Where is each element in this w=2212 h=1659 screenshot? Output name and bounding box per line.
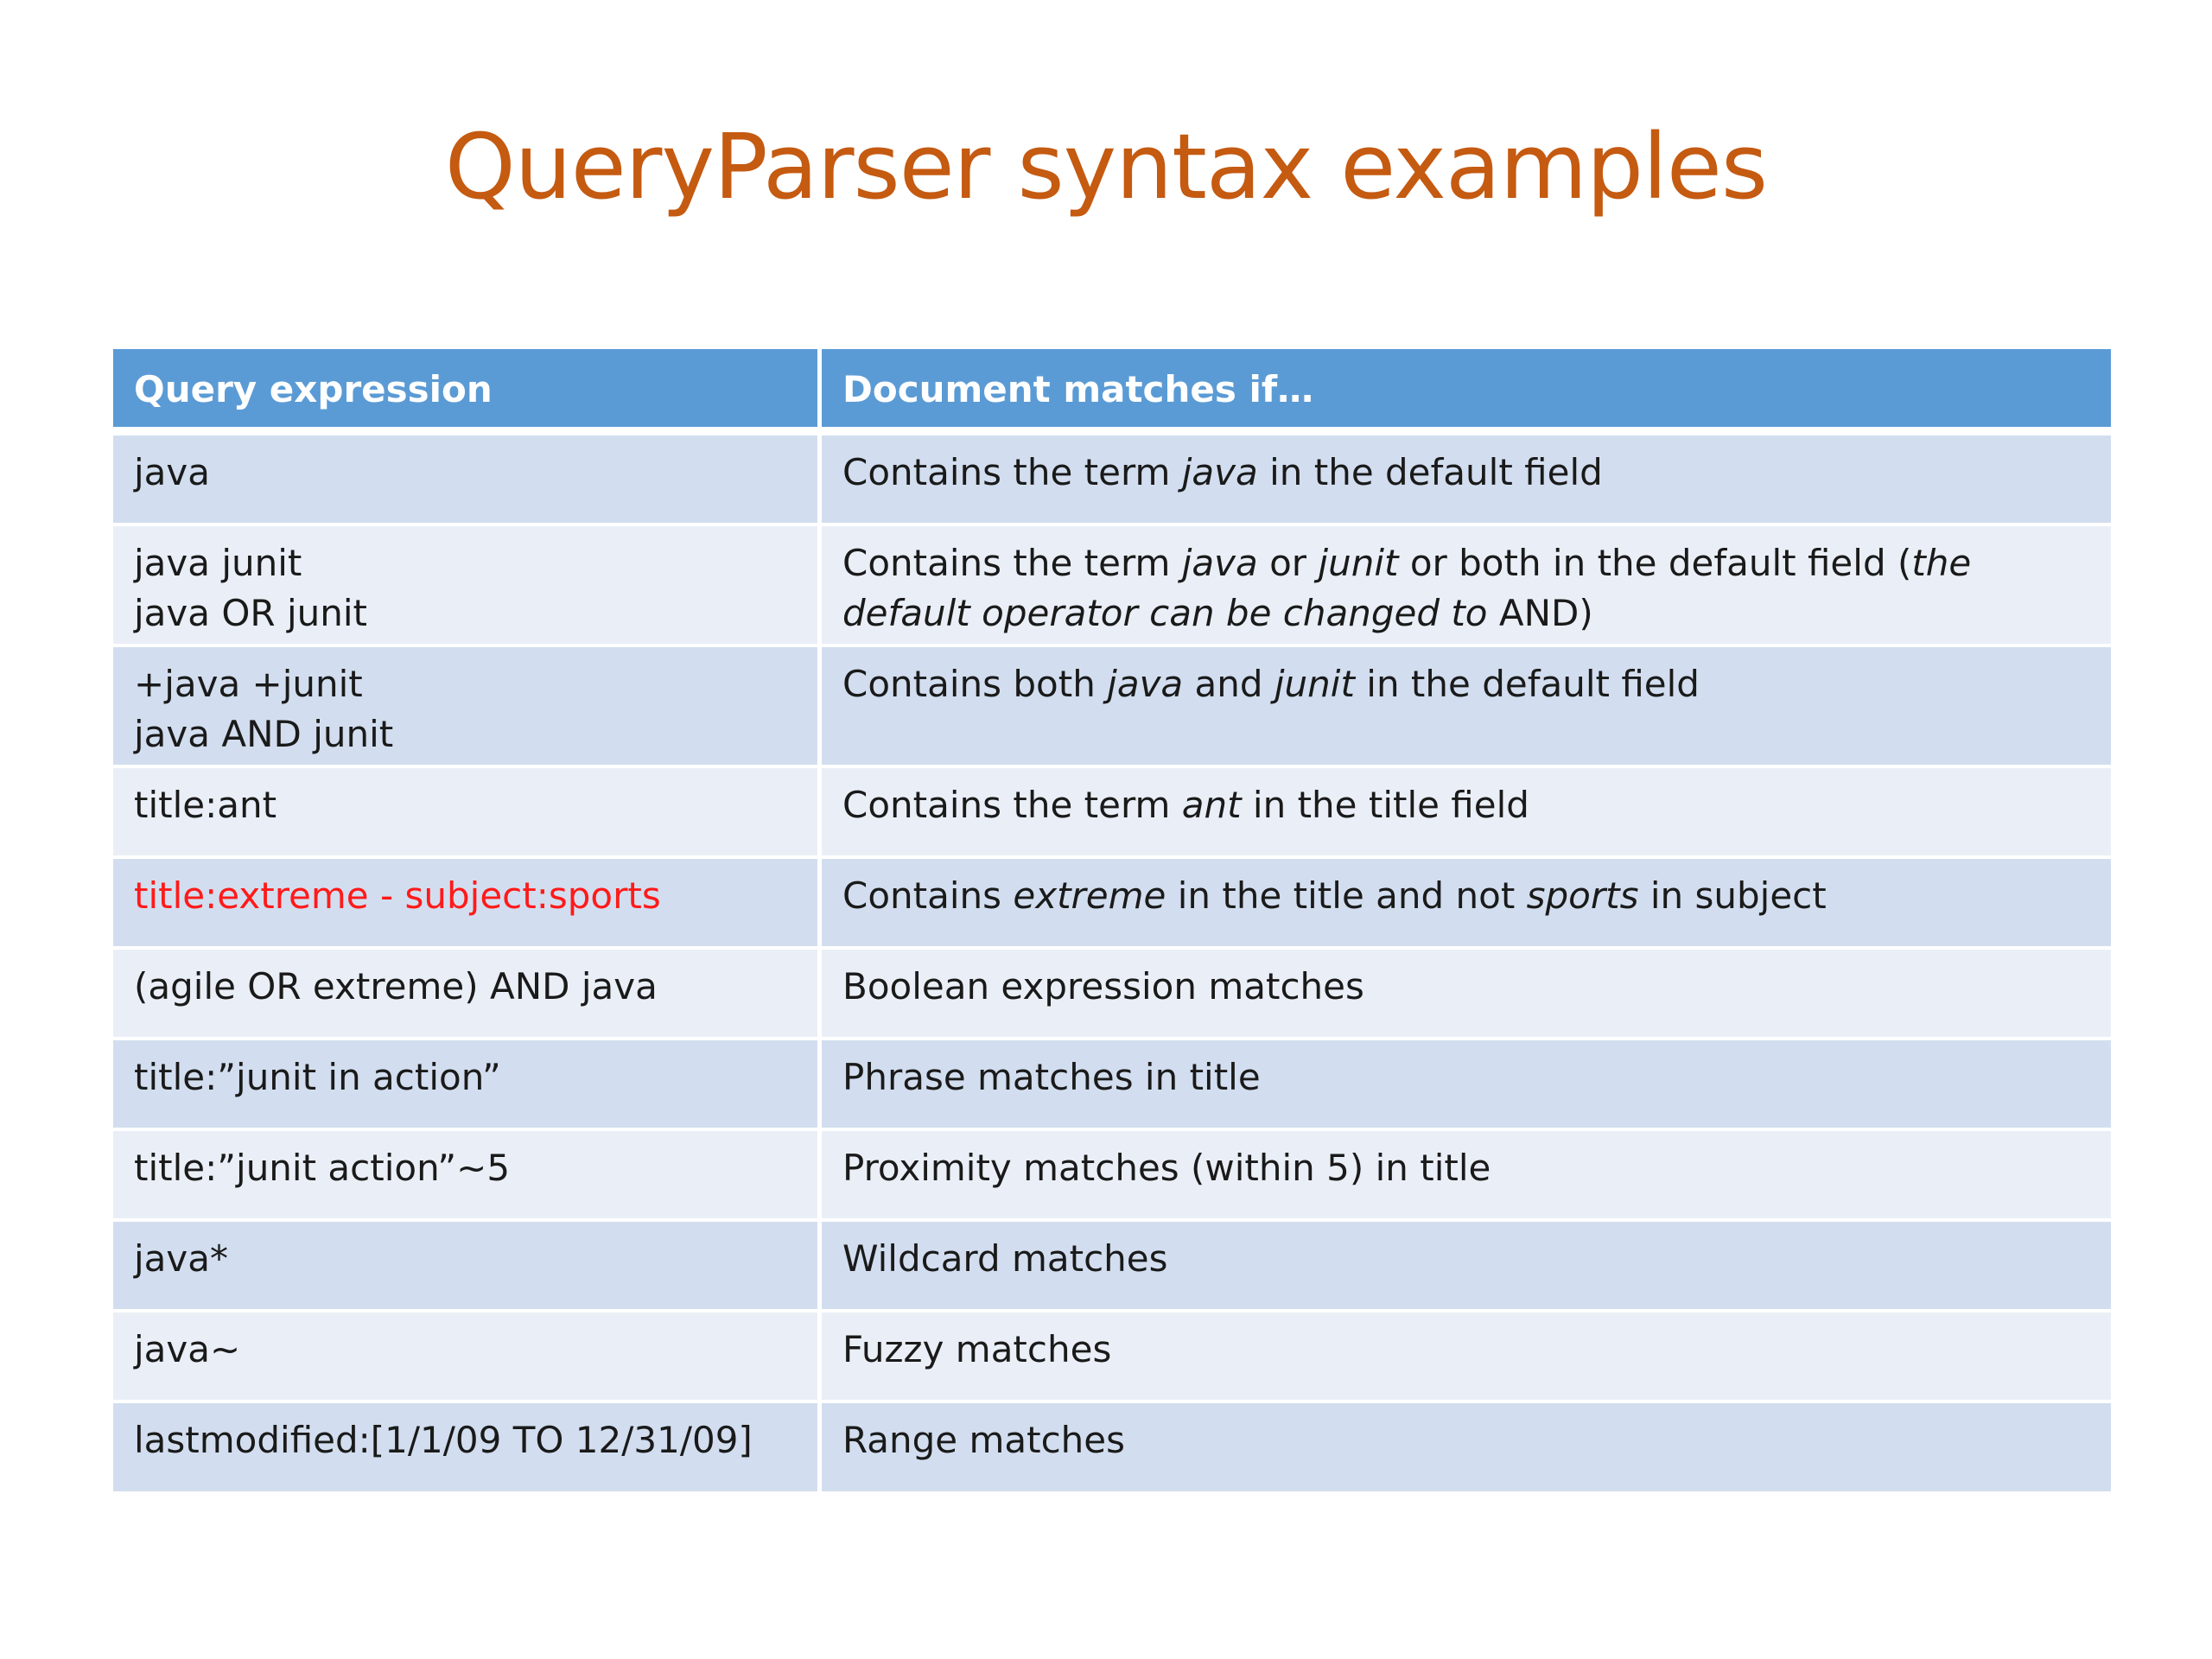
description-text: or bbox=[1257, 542, 1319, 584]
emphasized-term: junit bbox=[1318, 542, 1399, 584]
emphasized-term: extreme bbox=[1013, 874, 1166, 917]
query-line: lastmodified:[1/1/09 TO 12/31/09] bbox=[134, 1419, 753, 1461]
query-expression-cell bbox=[113, 1403, 822, 1495]
emphasized-term: the default operator can be changed to bbox=[842, 542, 1972, 634]
description-text: in the default field bbox=[1354, 663, 1700, 705]
query-expression-cell bbox=[113, 1313, 822, 1403]
query-expression-cell bbox=[113, 647, 822, 768]
description-text: Boolean expression matches bbox=[842, 965, 1364, 1007]
description-text: and bbox=[1183, 663, 1274, 705]
description-text: in the title and not bbox=[1166, 874, 1527, 917]
description-text: in subject bbox=[1638, 874, 1827, 917]
description-text: Proximity matches (within 5) in title bbox=[842, 1147, 1491, 1189]
emphasized-term: ant bbox=[1181, 784, 1242, 826]
match-description-cell bbox=[822, 1040, 2111, 1131]
query-expression-cell bbox=[113, 435, 822, 526]
query-line: java bbox=[134, 451, 210, 493]
query-line: (agile OR extreme) AND java bbox=[134, 965, 658, 1007]
description-text: Phrase matches in title bbox=[842, 1056, 1261, 1098]
query-line: java~ bbox=[134, 1328, 241, 1370]
query-line: java* bbox=[134, 1237, 228, 1280]
query-expression-cell bbox=[113, 1131, 822, 1222]
description-text: Wildcard matches bbox=[842, 1237, 1168, 1280]
description-text: Contains bbox=[842, 874, 1014, 917]
query-line: java OR junit bbox=[134, 592, 367, 634]
header-document-matches: Document matches if… bbox=[822, 349, 2111, 435]
query-line: java junit bbox=[134, 542, 302, 584]
query-line: title:”junit action”~5 bbox=[134, 1147, 511, 1189]
description-text: or both in the default field ( bbox=[1398, 542, 1912, 584]
match-description-cell bbox=[822, 647, 2111, 768]
emphasized-term: java bbox=[1181, 542, 1258, 584]
slide-title: QueryParser syntax examples bbox=[444, 114, 1768, 219]
match-description-cell bbox=[822, 768, 2111, 859]
description-text: Fuzzy matches bbox=[842, 1328, 1112, 1370]
description-text: in the default field bbox=[1257, 451, 1603, 493]
query-expression-cell bbox=[113, 1222, 822, 1313]
emphasized-term: sports bbox=[1526, 874, 1639, 917]
description-text: Range matches bbox=[842, 1419, 1126, 1461]
query-expression-cell bbox=[113, 950, 822, 1040]
description-text: Contains the term bbox=[842, 451, 1182, 493]
match-description-cell bbox=[822, 950, 2111, 1040]
query-expression-cell bbox=[113, 526, 822, 647]
query-expression-cell bbox=[113, 859, 822, 950]
description-text: Contains the term bbox=[842, 542, 1182, 584]
query-line: title:extreme - subject:sports bbox=[134, 874, 661, 917]
description-text: AND) bbox=[1487, 592, 1593, 634]
match-description-cell bbox=[822, 859, 2111, 950]
match-description-cell bbox=[822, 1313, 2111, 1403]
emphasized-term: java bbox=[1107, 663, 1184, 705]
match-description-cell bbox=[822, 1222, 2111, 1313]
query-line: title:”junit in action” bbox=[134, 1056, 501, 1098]
header-query-expression: Query expression bbox=[113, 349, 822, 435]
query-expression-cell bbox=[113, 768, 822, 859]
match-description-cell bbox=[822, 435, 2111, 526]
match-description-cell bbox=[822, 526, 2111, 647]
match-description-cell bbox=[822, 1131, 2111, 1222]
emphasized-term: java bbox=[1181, 451, 1258, 493]
emphasized-term: junit bbox=[1274, 663, 1355, 705]
query-line: +java +junit bbox=[134, 663, 363, 705]
description-text: Contains both bbox=[842, 663, 1108, 705]
description-text: Contains the term bbox=[842, 784, 1182, 826]
query-line: title:ant bbox=[134, 784, 277, 826]
query-line: java AND junit bbox=[134, 713, 394, 755]
syntax-table bbox=[113, 349, 2111, 1495]
query-expression-cell bbox=[113, 1040, 822, 1131]
description-text: in the title field bbox=[1241, 784, 1529, 826]
match-description-cell bbox=[822, 1403, 2111, 1495]
